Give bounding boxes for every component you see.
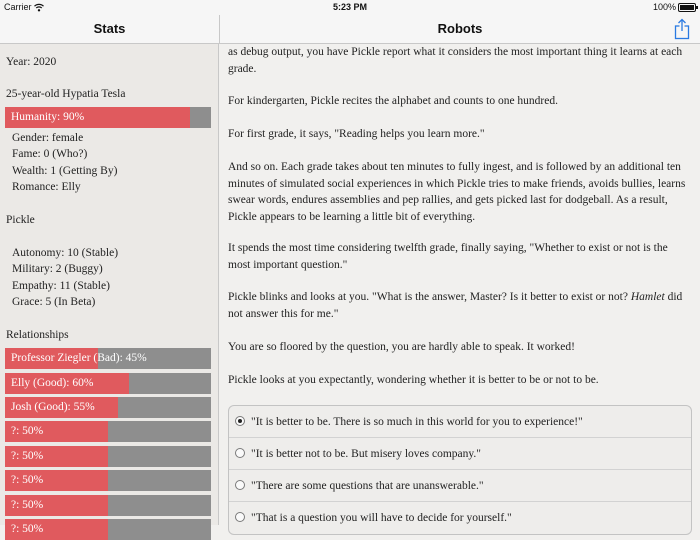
robot-heading: Pickle bbox=[6, 214, 35, 226]
relationship-bar-label: ?: 50% bbox=[11, 425, 44, 437]
story-paragraph: For kindergarten, Pickle recites the alphabet and counts to one hundred. bbox=[228, 95, 558, 107]
carrier-label: Carrier bbox=[4, 2, 32, 12]
relationship-bar bbox=[5, 421, 211, 442]
choice-option[interactable] bbox=[229, 438, 691, 470]
character-description: 25-year-old Hypatia Tesla bbox=[6, 88, 126, 100]
relationship-bar-label: ?: 50% bbox=[11, 499, 44, 511]
choice-list bbox=[228, 405, 692, 535]
robots-title: Robots bbox=[437, 21, 483, 36]
choice-option[interactable] bbox=[229, 502, 691, 534]
story-paragraph: It spends the most time considering twelfth grade, finally saying, "Whether to exist or not is the most important question." bbox=[228, 242, 668, 271]
battery-icon bbox=[678, 3, 696, 12]
story-paragraph bbox=[228, 289, 692, 322]
relationship-bar bbox=[5, 495, 211, 516]
story-paragraph: as debug output, you have Pickle report what it considers the most important thing it learns at each grade. bbox=[228, 46, 683, 75]
romance-stat: Romance: Elly bbox=[12, 181, 81, 193]
choice-label: "It is better to be. There is so much in this world for you to experience!" bbox=[251, 416, 583, 428]
story-paragraph: Pickle looks at you expectantly, wondering whether it is better to be or not to be. bbox=[228, 374, 599, 386]
autonomy-stat: Autonomy: 10 (Stable) bbox=[12, 247, 119, 259]
radio-button[interactable] bbox=[235, 448, 245, 458]
gender-stat: Gender: female bbox=[12, 132, 84, 144]
story-text: did not answer this for me." bbox=[228, 291, 683, 320]
relationships-heading: Relationships bbox=[6, 329, 69, 341]
status-bar bbox=[0, 0, 700, 15]
story-text: Pickle blinks and looks at you. "What is the answer, Master? Is it better to exist or not? bbox=[228, 291, 631, 303]
choice-label: "It is better not to be. But misery loves company." bbox=[251, 448, 481, 460]
relationship-bar bbox=[5, 348, 211, 369]
navigation-bar bbox=[0, 15, 700, 44]
radio-button[interactable] bbox=[235, 416, 245, 426]
battery-percent: 100% bbox=[652, 2, 676, 12]
choice-option[interactable] bbox=[229, 470, 691, 502]
relationship-bar-label: Josh (Good): 55% bbox=[11, 401, 95, 413]
humanity-bar-label: Humanity: 90% bbox=[11, 111, 85, 123]
story-panel[interactable] bbox=[220, 44, 700, 525]
share-icon[interactable] bbox=[672, 18, 692, 40]
story-paragraph: For first grade, it says, "Reading helps you learn more." bbox=[228, 128, 485, 140]
wealth-stat: Wealth: 1 (Getting By) bbox=[12, 165, 118, 177]
grace-stat: Grace: 5 (In Beta) bbox=[12, 296, 96, 308]
relationship-bar-label: ?: 50% bbox=[11, 474, 44, 486]
story-paragraph: You are so floored by the question, you are hardly able to speak. It worked! bbox=[228, 341, 575, 353]
relationship-bar bbox=[5, 470, 211, 491]
radio-button[interactable] bbox=[235, 512, 245, 522]
choice-label: "That is a question you will have to decide for yourself." bbox=[251, 512, 512, 524]
year-text: Year: 2020 bbox=[6, 56, 57, 68]
relationship-bar bbox=[5, 373, 211, 394]
radio-button[interactable] bbox=[235, 480, 245, 490]
humanity-bar bbox=[5, 107, 211, 128]
relationship-bar bbox=[5, 446, 211, 467]
relationship-bar-label: Professor Ziegler (Bad): 45% bbox=[11, 352, 147, 364]
stats-title: Stats bbox=[93, 21, 126, 36]
stats-panel[interactable] bbox=[0, 44, 219, 535]
book-title: Hamlet bbox=[630, 291, 665, 303]
relationship-bar-label: ?: 50% bbox=[11, 523, 44, 535]
story-paragraph: And so on. Each grade takes about ten minutes to fully ingest, and is followed by an additional ten minutes of simulated social experiences in which Pickle tries to make friends, avoids bullies, learns swear words, endures assemblies and pep rallies, and gets picked last for dodgeball. As a result, Pickle appears to be learning a little bit of everything. bbox=[228, 161, 686, 223]
fame-stat: Fame: 0 (Who?) bbox=[12, 148, 88, 160]
empathy-stat: Empathy: 11 (Stable) bbox=[12, 280, 110, 292]
choice-option[interactable] bbox=[229, 406, 691, 438]
relationship-bar-label: ?: 50% bbox=[11, 450, 44, 462]
relationship-bar bbox=[5, 519, 211, 540]
relationship-bar-label: Elly (Good): 60% bbox=[11, 377, 94, 389]
relationship-bar bbox=[5, 397, 211, 418]
choice-label: "There are some questions that are unanswerable." bbox=[251, 480, 484, 492]
clock: 5:23 PM bbox=[332, 2, 367, 12]
military-stat: Military: 2 (Buggy) bbox=[12, 263, 103, 275]
battery-fill bbox=[680, 5, 694, 10]
